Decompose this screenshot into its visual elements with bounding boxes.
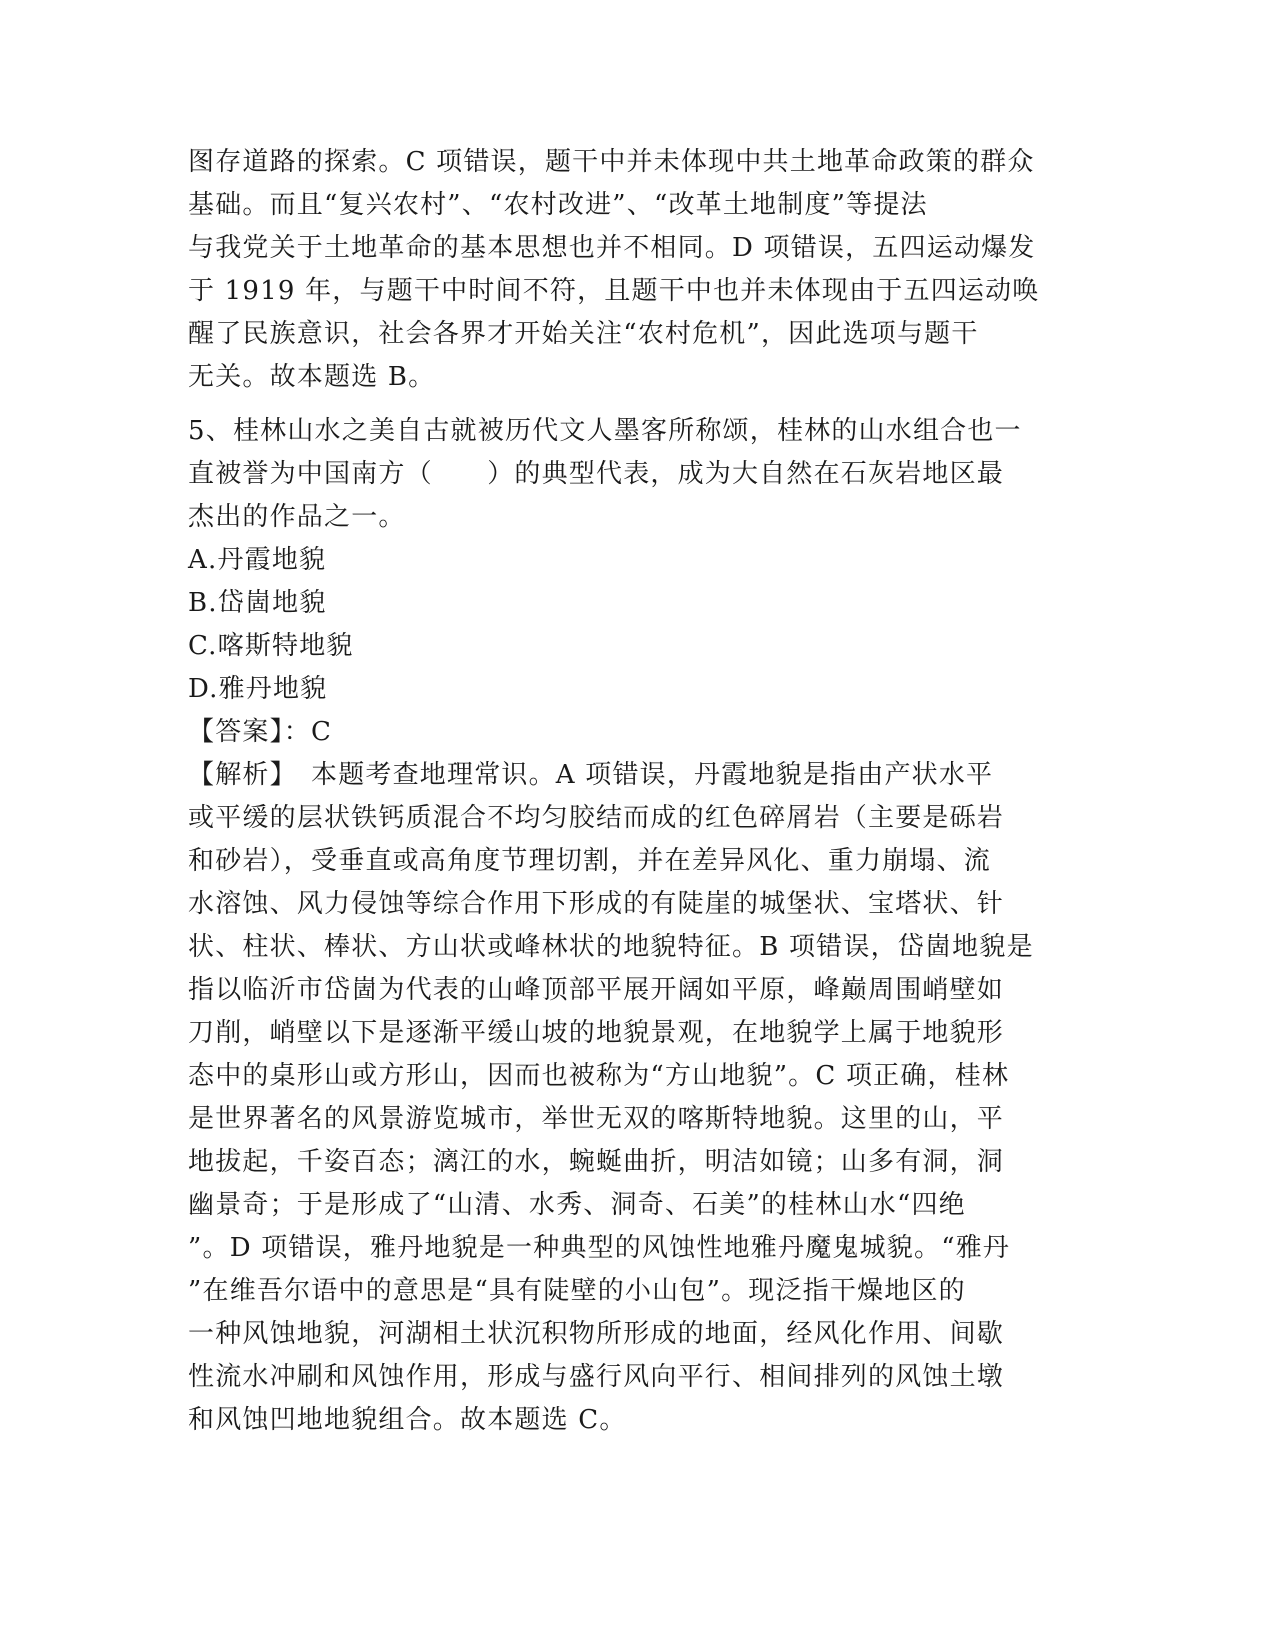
option-c: C.喀斯特地貌: [188, 631, 354, 661]
option-b: B.岱崮地貌: [188, 588, 327, 618]
analysis-line: 或平缓的层状铁钙质混合不均匀胶结而成的红色碎屑岩（主要是砾岩: [188, 803, 1005, 833]
question-stem-line: 直被誉为中国南方（ ）的典型代表，成为大自然在石灰岩地区最: [188, 459, 1005, 489]
analysis-line: 地拔起，千姿百态；漓江的水，蜿蜒曲折，明洁如镜；山多有洞，洞: [188, 1147, 1005, 1177]
analysis-line: ”。D 项错误，雅丹地貌是一种典型的风蚀性地雅丹魔鬼城貌。“雅丹: [188, 1233, 1011, 1263]
analysis-line: 和砂岩），受垂直或高角度节理切割，并在差异风化、重力崩塌、流: [188, 846, 992, 876]
option-a: A.丹霞地貌: [188, 545, 327, 575]
analysis-line: 幽景奇；于是形成了“山清、水秀、洞奇、石美”的桂林山水“四绝: [188, 1190, 966, 1220]
analysis-line: 刀削，峭壁以下是逐渐平缓山坡的地貌景观，在地貌学上属于地貌形: [188, 1018, 1005, 1048]
analysis-line: 是世界著名的风景游览城市，举世无双的喀斯特地貌。这里的山，平: [188, 1104, 1005, 1134]
analysis-line: 和风蚀凹地地貌组合。故本题选 C。: [188, 1405, 627, 1435]
question-stem-line: 杰出的作品之一。: [188, 502, 406, 532]
prev-analysis-line: 与我党关于土地革命的基本思想也并不相同。D 项错误，五四运动爆发: [188, 233, 1036, 263]
prev-analysis-line: 醒了民族意识，社会各界才开始关注“农村危机”，因此选项与题干: [188, 319, 979, 349]
prev-analysis-line: 图存道路的探索。C 项错误，题干中并未体现中共土地革命政策的群众: [188, 147, 1035, 177]
analysis-line: 性流水冲刷和风蚀作用，形成与盛行风向平行、相间排列的风蚀土墩: [188, 1362, 1005, 1392]
analysis-line: 状、柱状、棒状、方山状或峰林状的地貌特征。B 项错误，岱崮地貌是: [188, 932, 1034, 962]
option-d: D.雅丹地貌: [188, 674, 328, 704]
prev-analysis-line: 基础。而且“复兴农村”、“农村改进”、“改革土地制度”等提法: [188, 190, 928, 220]
answer-line: 【答案】：C: [188, 717, 333, 747]
analysis-line: 指以临沂市岱崮为代表的山峰顶部平展开阔如平原，峰巅周围峭壁如: [188, 975, 1005, 1005]
analysis-line: 一种风蚀地貌，河湖相土状沉积物所形成的地面，经风化作用、间歇: [188, 1319, 1005, 1349]
analysis-line: ”在维吾尔语中的意思是“具有陡壁的小山包”。现泛指干燥地区的: [188, 1276, 966, 1306]
prev-analysis-line: 于 1919 年，与题干中时间不符，且题干中也并未体现由于五四运动唤: [188, 276, 1040, 306]
analysis-line: 态中的桌形山或方形山，因而也被称为“方山地貌”。C 项正确，桂林: [188, 1061, 1010, 1091]
analysis-line: 【解析】 本题考查地理常识。A 项错误，丹霞地貌是指由产状水平: [188, 760, 994, 790]
prev-analysis-line: 无关。故本题选 B。: [188, 362, 436, 392]
question-stem-line: 5、桂林山水之美自古就被历代文人墨客所称颂，桂林的山水组合也一: [188, 416, 1022, 446]
analysis-line: 水溶蚀、风力侵蚀等综合作用下形成的有陡崖的城堡状、宝塔状、针: [188, 889, 1005, 919]
